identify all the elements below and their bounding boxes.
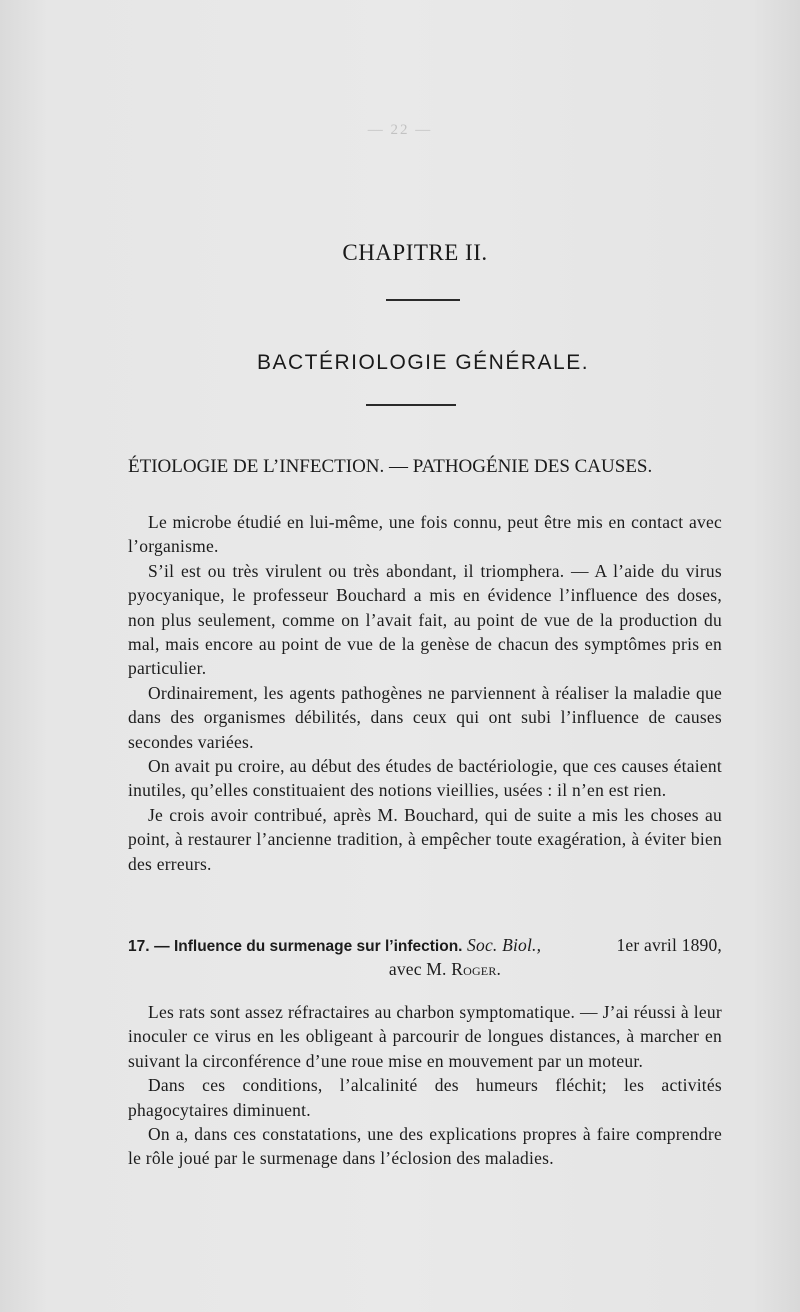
paragraph: Dans ces conditions, l’alcalinité des humeurs fléchit; les activités phagocytaires diminuent. (128, 1075, 722, 1120)
entry-date: 1er avril 1890, (616, 935, 722, 955)
entry-coauthor-prefix: avec M. (388, 959, 447, 979)
entry-title: — Influence du surmenage sur l’infection. (154, 938, 463, 955)
paragraph: S’il est ou très virulent ou très abondant, il triomphera. — A l’aide du virus pyocyanique, le professeur Bouchard a mis en évidence l’influence des doses, non plus seulement, comme on l’avait fait, au point de vue de la production du mal, mais encore au point de vue de la genèse de chacun des symptômes pris en particulier. (128, 560, 722, 679)
page-folio: — 22 — (367, 122, 433, 138)
paragraph: Le microbe étudié en lui-même, une fois connu, peut être mis en contact avec l’organisme. (128, 512, 722, 557)
paragraph: Ordinairement, les agents pathogènes ne parviennent à réaliser la maladie que dans des organismes débilités, dans ceux qui ont subi l’influence de causes secondes variées. (128, 682, 722, 752)
paragraph: On avait pu croire, au début des études de bactériologie, que ces causes étaient inutiles, qu’elles constituaient des notions vieillies, usées : il n’en est rien. (128, 756, 722, 801)
bibliography-entry (128, 934, 722, 981)
body-text (128, 510, 722, 876)
divider-rule (366, 404, 456, 406)
section-heading: BACTÉRIOLOGIE GÉNÉRALE. (256, 351, 590, 374)
entry-coauthor: Roger. (451, 959, 502, 979)
subsection-heading: ÉTIOLOGIE DE L’INFECTION. — PATHOGÉNIE DES CAUSES. (128, 456, 653, 477)
paragraph: Les rats sont assez réfractaires au charbon symptomatique. — J’ai réussi à leur inoculer ce virus en les obligeant à parcourir de longues distances, à marcher en suivant la circonférence d’une roue mise en mouvement par un moteur. (128, 1002, 722, 1071)
paragraph: Je crois avoir contribué, après M. Bouchard, qui de suite a mis les choses au point, à restaurer l’ancienne tradition, à empêcher toute exagération, à éviter bien des erreurs. (128, 804, 722, 874)
entry-journal: Soc. Biol., (467, 935, 542, 955)
divider-rule (386, 299, 460, 301)
entry-body-text (128, 1000, 722, 1171)
chapter-heading: CHAPITRE II. (342, 240, 488, 265)
paragraph: On a, dans ces constatations, une des explications propres à faire comprendre le rôle joué par le surmenage dans l’éclosion des maladies. (128, 1124, 722, 1169)
entry-number: 17. (128, 938, 150, 955)
